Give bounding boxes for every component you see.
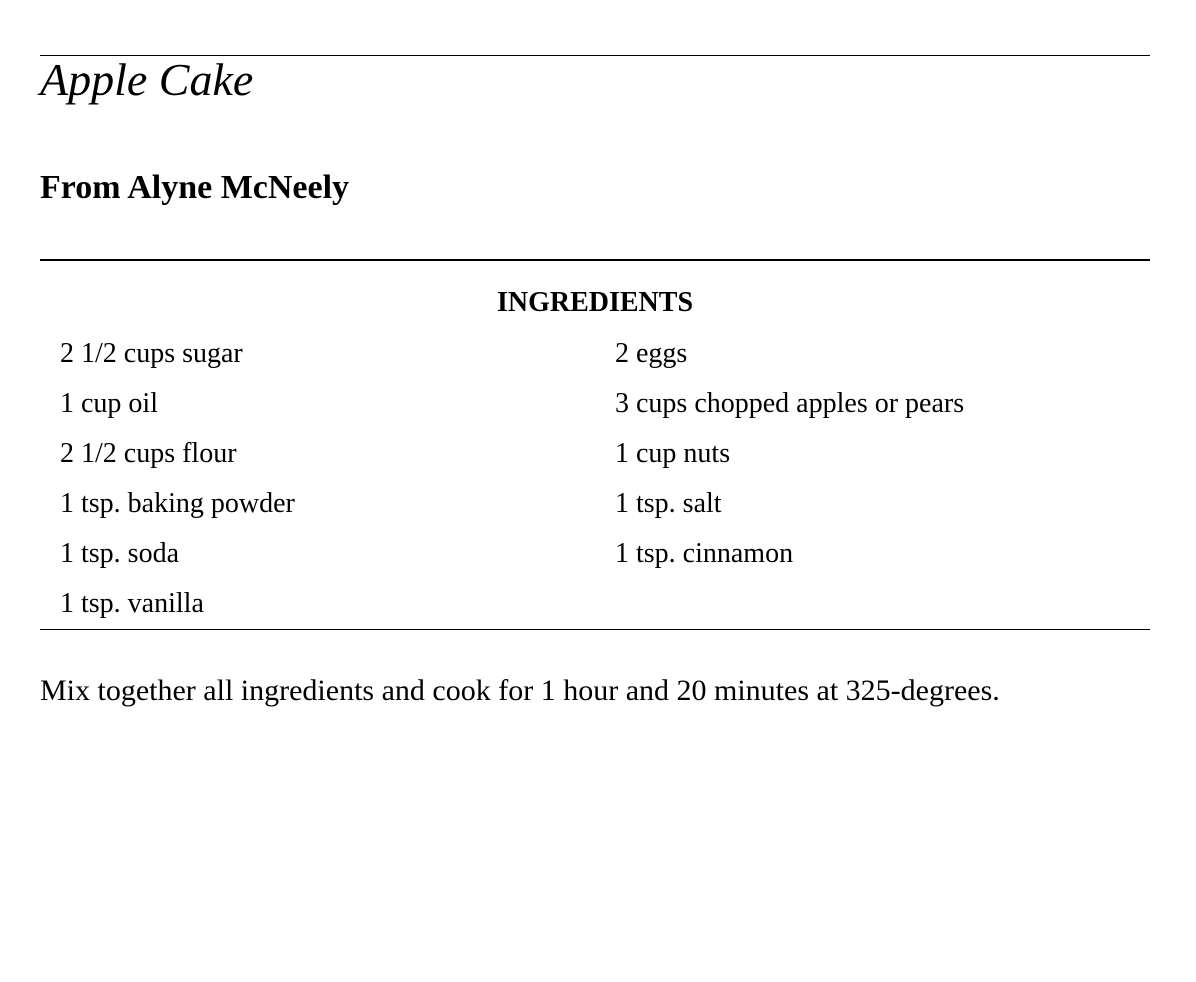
recipe-byline: From Alyne McNeely (40, 169, 350, 206)
ingredient-item: 1 tsp. baking powder (60, 488, 295, 519)
ingredient-item: 1 cup nuts (615, 438, 731, 469)
ingredient-item: 1 tsp. vanilla (60, 588, 204, 619)
ingredients-list-left (60, 334, 580, 634)
ingredient-item: 2 eggs (615, 338, 688, 369)
ingredients-list-right (615, 334, 1135, 584)
ingredient-item: 1 tsp. cinnamon (615, 538, 794, 569)
ingredient-item: 2 1/2 cups sugar (60, 338, 243, 369)
recipe-instructions: Mix together all ingredients and cook for 1 hour and 20 minutes at 325-degrees. (40, 674, 1000, 707)
bottom-divider (40, 629, 1150, 630)
ingredient-item: 1 tsp. salt (615, 488, 722, 519)
ingredient-item: 1 cup oil (60, 388, 158, 419)
ingredient-item: 1 tsp. soda (60, 538, 179, 569)
ingredient-item: 2 1/2 cups flour (60, 438, 237, 469)
ingredient-item: 3 cups chopped apples or pears (615, 388, 965, 419)
ingredients-heading: INGREDIENTS (496, 287, 694, 318)
recipe-title: Apple Cake (40, 54, 254, 105)
section-divider (40, 259, 1150, 261)
